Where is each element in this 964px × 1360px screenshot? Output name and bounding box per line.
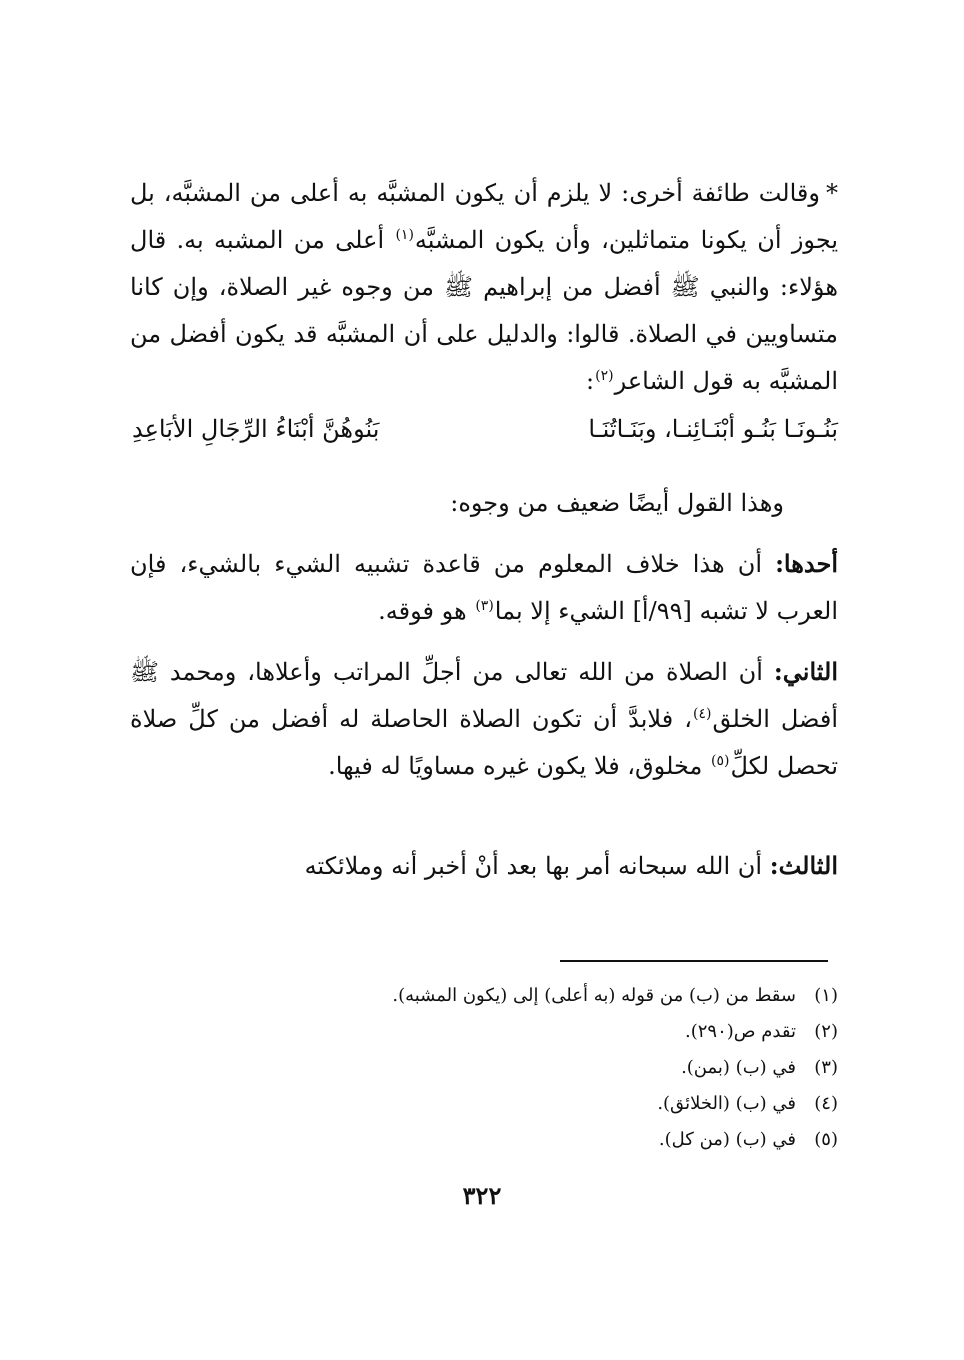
footnote-text: سقط من (ب) من قوله (به أعلى) إلى (يكون المشبه). — [392, 985, 796, 1006]
footnote-item — [278, 1014, 838, 1050]
footnote-text: تقدم ص(٢٩٠). — [685, 1021, 796, 1042]
paragraph-weakness-intro — [130, 480, 838, 527]
footnotes — [278, 978, 838, 1158]
footnote-number: (٣) — [814, 1057, 838, 1078]
footnote-item — [278, 1050, 838, 1086]
footnote-ref-2[interactable]: (٢) — [595, 368, 614, 384]
footnote-number: (١) — [814, 985, 838, 1006]
paragraph-lead: أحدها: — [775, 549, 838, 578]
footnote-divider — [560, 960, 828, 962]
poetry-verse — [132, 404, 838, 454]
verse-second-hemistich: بَنُوهُنَّ أبْنَاءُ الرِّجَالِ الأبَاعِدِ — [132, 415, 380, 443]
footnote-number: (٥) — [814, 1129, 838, 1150]
paragraph-text: أن الله سبحانه أمر بها بعد أنْ أخبر أنه وملائكته — [304, 852, 763, 880]
paragraph-text: مخلوق، فلا يكون غيره مساويًا له فيها. — [328, 752, 703, 780]
paragraph-lead: الثالث: — [769, 851, 838, 880]
footnote-item — [278, 1122, 838, 1158]
footnote-text: في (ب) (من كل). — [658, 1129, 796, 1150]
paragraph-text: أعلى من المشبه به. قال هؤلاء: والنبي ﷺ أفضل من إبراهيم ﷺ من وجوه غير الصلاة، وإن كانا متساويين في الصلاة. قالوا: والدليل على أن المشبَّه قد يكون أفضل من المشبَّه به قول الشاعر — [130, 226, 838, 395]
footnote-item — [278, 1086, 838, 1122]
footnote-text: في (ب) (بمن). — [681, 1057, 796, 1078]
paragraph-third-reason — [130, 842, 838, 890]
paragraph-opinion — [130, 170, 838, 405]
paragraph-lead: الثاني: — [773, 657, 838, 686]
star-marker: * — [826, 179, 838, 207]
footnote-number: (٢) — [814, 1021, 838, 1042]
paragraph-text: : — [586, 367, 595, 395]
paragraph-second-reason — [130, 648, 838, 790]
paragraph-text: وهذا القول أيضًا ضعيف من وجوه: — [450, 489, 784, 517]
paragraph-first-reason — [130, 540, 838, 635]
footnote-ref-5[interactable]: (٥) — [711, 753, 730, 769]
footnote-text: في (ب) (الخلائق). — [657, 1093, 796, 1114]
paragraph-text: وقالت طائفة أخرى: لا يلزم أن يكون المشبَّه به أعلى من المشبَّه، بل يجوز أن يكونا متماثلين، وأن يكون المشبَّه — [130, 179, 838, 254]
footnote-ref-4[interactable]: (٤) — [692, 706, 712, 722]
footnote-ref-3[interactable]: (٣) — [475, 598, 494, 614]
footnote-ref-1[interactable]: (١) — [395, 227, 414, 243]
footnote-item — [278, 978, 838, 1014]
footnote-number: (٤) — [814, 1093, 838, 1114]
paragraph-text: أن هذا خلاف المعلوم من قاعدة تشبيه الشيء بالشيء، فإن العرب لا تشبه [٩٩/أ] الشيء إلا بما — [130, 550, 838, 625]
paragraph-text: أن الصلاة من الله تعالى من أجلِّ المراتب وأعلاها، ومحمد ﷺ أفضل الخلق — [130, 658, 838, 733]
paragraph-text: هو فوقه. — [378, 597, 467, 625]
paragraph-text: ، فلابدَّ أن تكون الصلاة الحاصلة له أفضل من كلِّ صلاة تحصل لكلِّ — [130, 705, 838, 780]
verse-first-hemistich: بَنُـونَـا بَنُـو أبْنَـائِنـا، وبَنَـاتُنَـا — [588, 415, 838, 443]
page-number: ٣٢٢ — [462, 1181, 502, 1210]
